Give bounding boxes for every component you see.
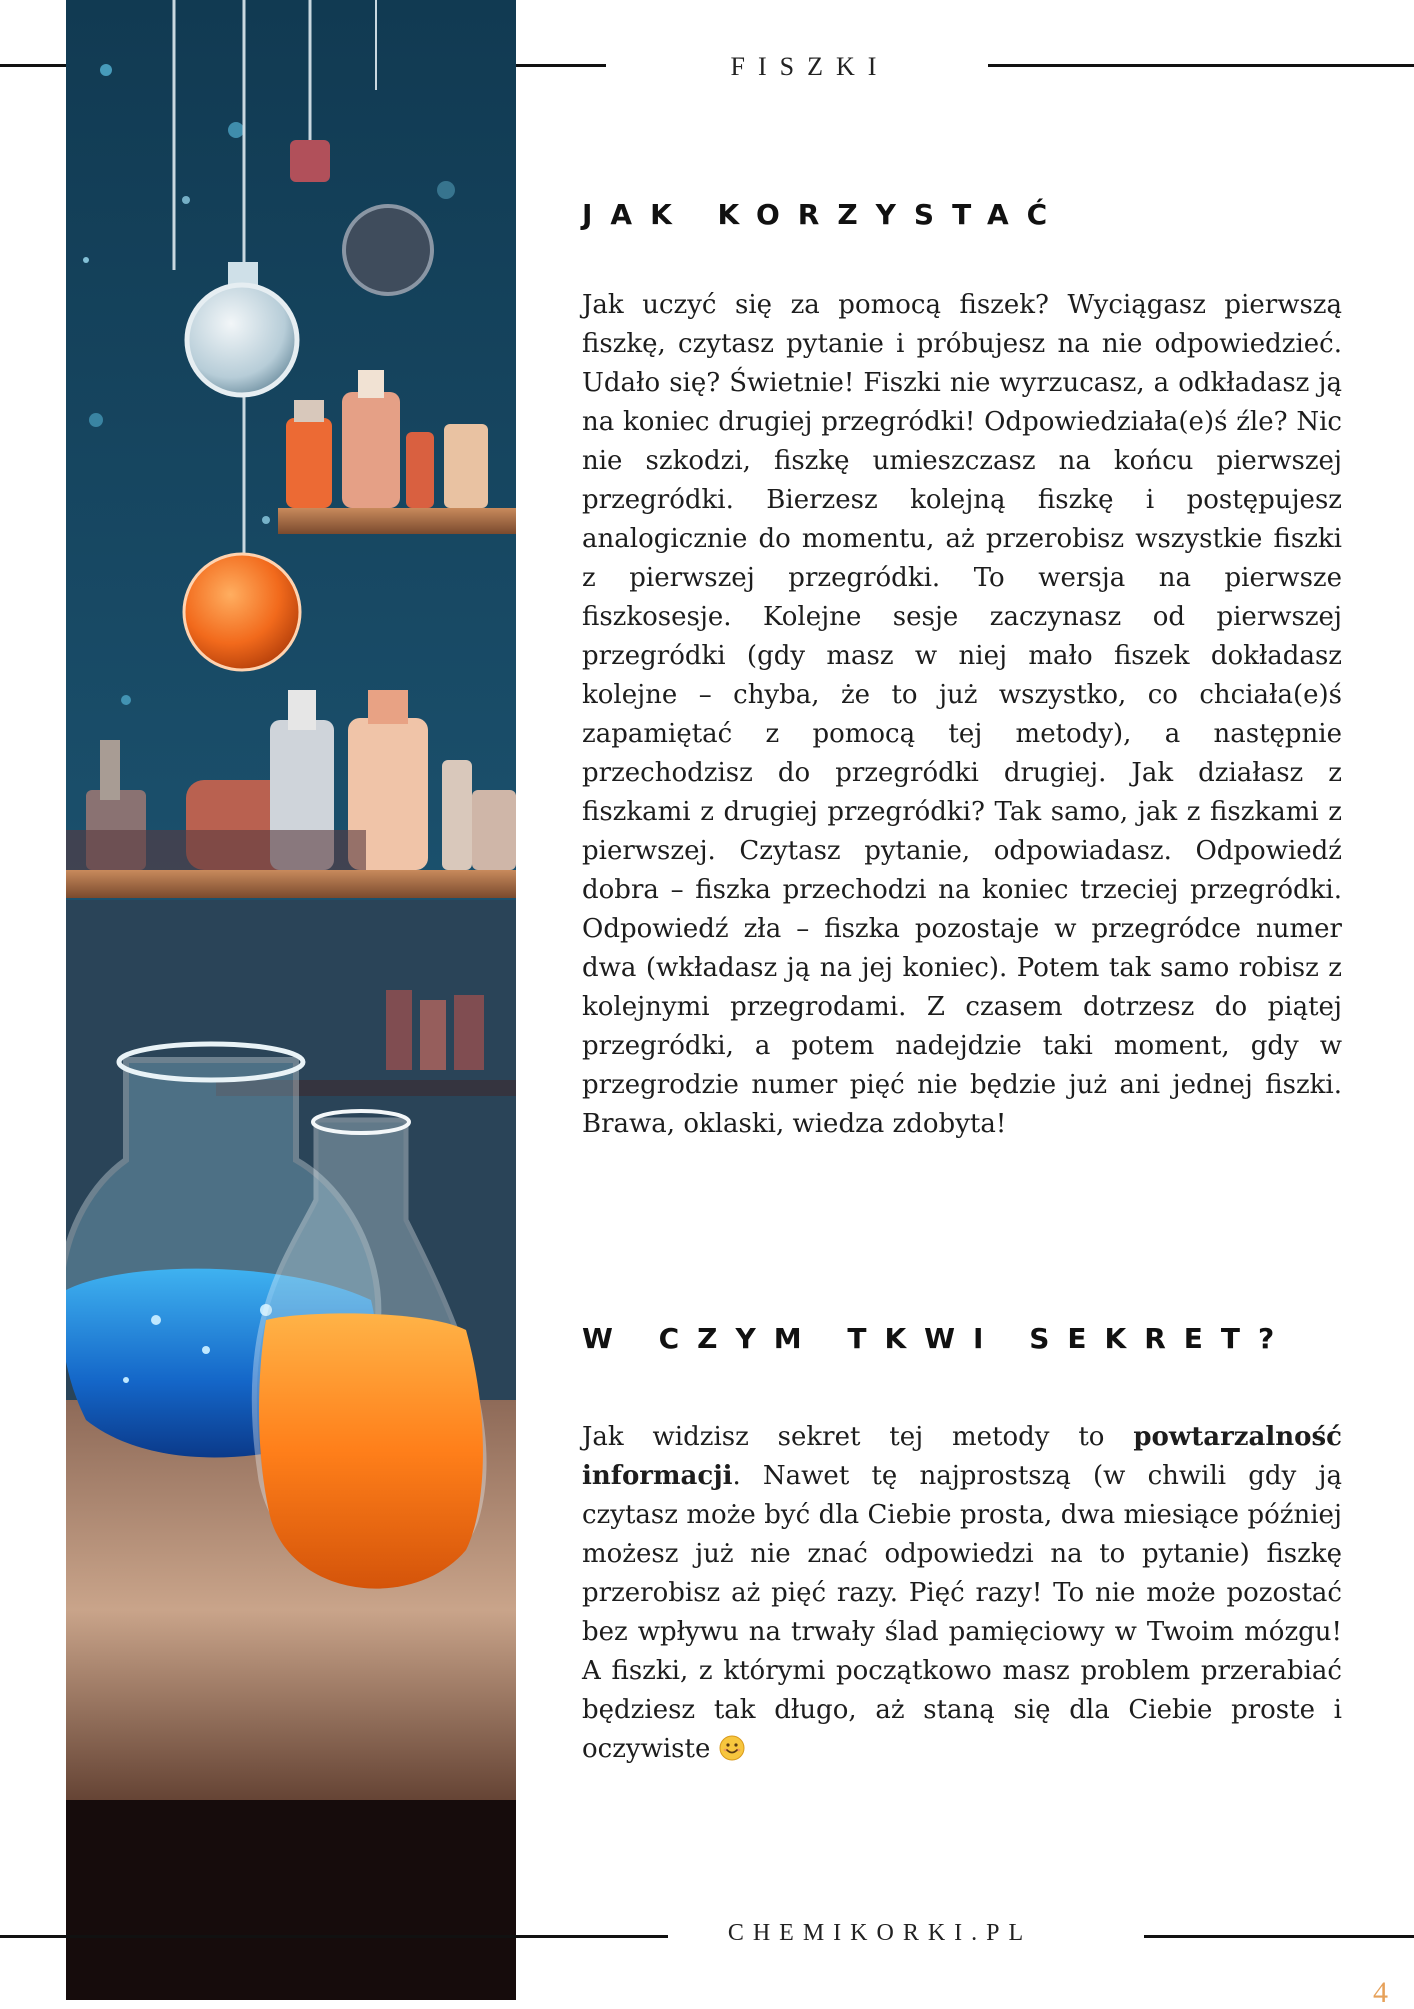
- section-how-to-use: [582, 198, 1342, 231]
- header-rule-right: [988, 64, 1414, 67]
- laboratory-illustration: [66, 0, 516, 2000]
- section-heading-how-to-use: JAK KORZYSTAĆ: [582, 198, 1066, 231]
- footer-rule-left: [0, 1935, 668, 1938]
- section-secret: [582, 1322, 1342, 1355]
- footer-site-name: CHEMIKORKI.PL: [727, 1920, 1033, 1946]
- running-header-title: FISZKI: [730, 52, 890, 81]
- smiling-face-icon: [719, 1735, 745, 1761]
- page-number: 4: [1373, 1976, 1388, 2009]
- paragraph-secret-emphasis: powtarzalność informacji: [582, 1422, 1342, 1491]
- section-secret-body: [582, 1418, 1342, 1769]
- paragraph-secret: [582, 1418, 1342, 1769]
- section-heading-secret: W CZYM TKWI SEKRET?: [582, 1322, 1293, 1355]
- paragraph-secret-rest: . Nawet tę najprostszą (w chwili gdy ją czytasz może być dla Ciebie prosta, dwa miesiące później możesz już nie znać odpowiedzi na to pytanie) fiszkę przerobisz aż pięć razy. Pięć razy! To nie może pozostać bez wpływu na trwały ślad pamięciowy w Twoim mózgu! A fiszki, z którymi początkowo masz problem przerabiać będziesz tak długo, aż staną się dla Ciebie proste i oczywiste: [582, 1461, 1342, 1764]
- paragraph-secret-intro: Jak widzisz sekret tej metody to: [582, 1422, 1134, 1452]
- footer-rule-right: [1144, 1935, 1414, 1938]
- paragraph-how-to-use: Jak uczyć się za pomocą fiszek? Wyciągasz pierwszą fiszkę, czytasz pytanie i próbujesz na nie odpowiedzieć. Udało się? Świetnie! Fiszki nie wyrzucasz, a odkładasz ją na koniec drugiej przegródki! Odpowiedziała(e)ś źle? Nic nie szkodzi, fiszkę umieszczasz na końcu pierwszej przegródki. Bierzesz kolejną fiszkę i postępujesz analogicznie do momentu, aż przerobisz wszystkie fiszki z pierwszej przegródki. To wersja na pierwsze fiszkosesje. Kolejne sesje zaczynasz od pierwszej przegródki (gdy masz w niej mało fiszek dokładasz kolejne – chyba, że to już wszystko, co chciała(e)ś zapamiętać z pomocą tej metody), a następnie przechodzisz do przegródki drugiej. Jak działasz z fiszkami z drugiej przegródki? Tak samo, jak z fiszkami z pierwszej. Czytasz pytanie, odpowiadasz. Odpowiedź dobra – fiszka przechodzi na koniec trzeciej przegródki. Odpowiedź zła – fiszka pozostaje w przegródce numer dwa (wkładasz ją na jej koniec). Potem tak samo robisz z kolejnymi przegrodami. Z czasem dotrzesz do piątej przegródki, a potem nadejdzie taki moment, gdy w przegrodzie numer pięć nie będzie już ani jednej fiszki. Brawa, oklaski, wiedza zdobyta!: [582, 290, 1342, 1139]
- section-how-to-use-body: [582, 286, 1342, 1144]
